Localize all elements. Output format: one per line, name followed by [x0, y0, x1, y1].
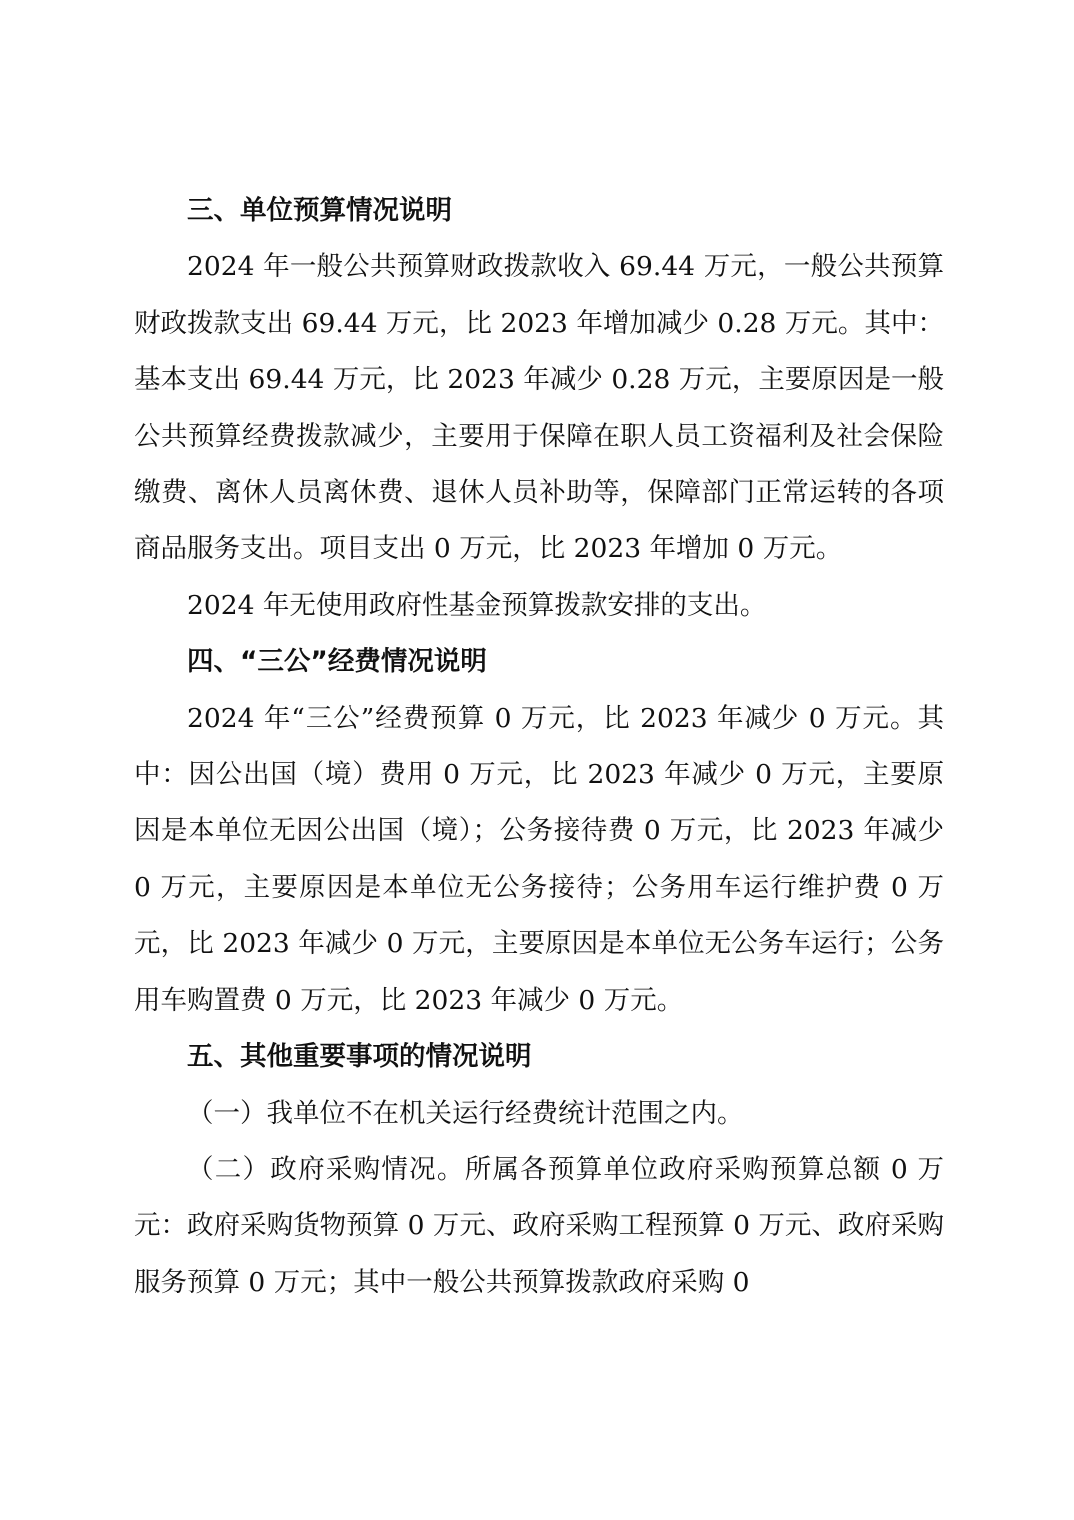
section-4-heading: 四、“三公”经费情况说明	[187, 646, 487, 678]
section-5-paragraph-2: （二）政府采购情况。所属各预算单位政府采购预算总额 0 万元：政府采购货物预算 0 万元、政府采购工程预算 0 万元、政府采购服务预算 0 万元；其中一般公共预算拨款政府采购 0	[134, 1153, 944, 1298]
section-3-paragraph-1: 2024 年一般公共预算财政拨款收入 69.44 万元，一般公共预算财政拨款支出 69.44 万元，比 2023 年增加减少 0.28 万元。其中：基本支出 69.44 万元，比 2023 年减少 0.28 万元，主要原因是一般公共预算经费拨款减少，主要用于保障在职人员工资福利及社会保险缴费、离休人员离休费、退休人员补助等，保障部门正常运转的各项商品服务支出。项目支出 0 万元，比 2023 年增加 0 万元。	[134, 251, 944, 565]
section-5-heading: 五、其他重要事项的情况说明	[187, 1041, 532, 1073]
document-page	[134, 183, 944, 1311]
section-3-heading: 三、单位预算情况说明	[187, 195, 452, 226]
section-4-paragraph-1: 2024 年“三公”经费预算 0 万元，比 2023 年减少 0 万元。其中：因公出国（境）费用 0 万元，比 2023 年减少 0 万元，主要原因是本单位无因公出国（境）；公务接待费 0 万元，比 2023 年减少 0 万元，主要原因是本单位无公务接待；公务用车运行维护费 0 万元，比 2023 年减少 0 万元，主要原因是本单位无公务车运行；公务用车购置费 0 万元，比 2023 年减少 0 万元。	[134, 702, 944, 1016]
section-5-paragraph-1: （一）我单位不在机关运行经费统计范围之内。	[187, 1097, 744, 1129]
section-3-paragraph-2: 2024 年无使用政府性基金预算拨款安排的支出。	[187, 589, 767, 621]
